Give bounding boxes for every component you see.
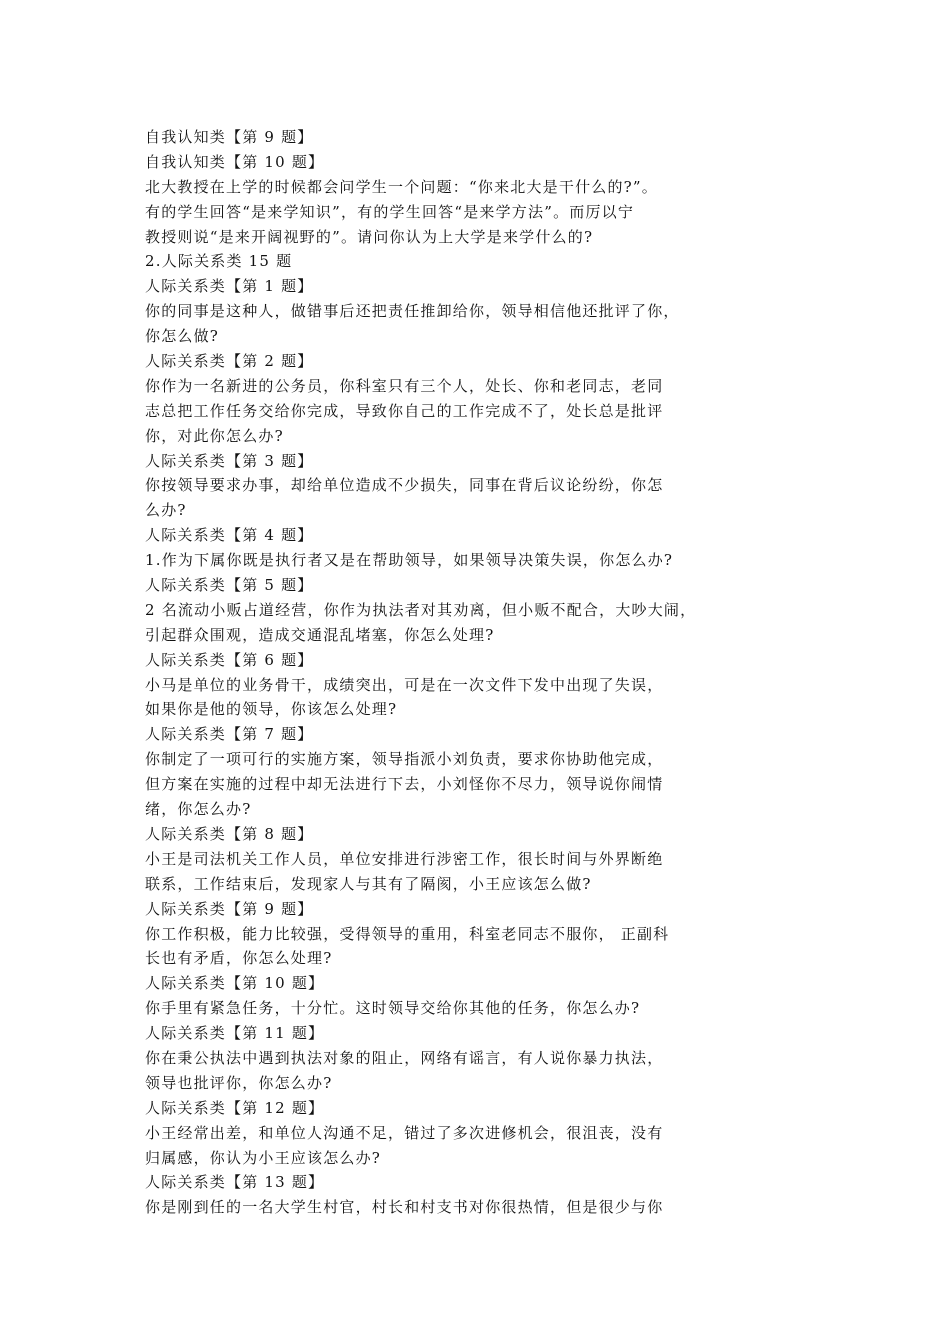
section-heading: 2.人际关系类 15 题 <box>145 252 293 271</box>
text-line: 1.作为下属你既是执行者又是在帮助领导，如果领导决策失误，你怎么办? <box>145 551 674 570</box>
text-line: 人际关系类【第 9 题】 <box>145 899 314 918</box>
text-line: 小王经常出差，和单位人沟通不足，错过了多次进修机会，很沮丧，没有 <box>145 1123 664 1142</box>
text-line: 自我认知类【第 10 题】 <box>145 152 325 171</box>
text-line: 你的同事是这种人，做错事后还把责任推卸给你，领导相信他还批评了你， <box>145 302 680 321</box>
text-line: 你手里有紧急任务，十分忙。这时领导交给你其他的任务，你怎么办? <box>145 999 641 1018</box>
text-line: 引起群众围观，造成交通混乱堵塞，你怎么处理? <box>145 625 495 644</box>
text-line: 人际关系类【第 10 题】 <box>145 974 325 993</box>
text-line: 人际关系类【第 2 题】 <box>145 352 314 371</box>
text-line: 么办? <box>145 501 187 520</box>
text-line: 但方案在实施的过程中却无法进行下去，小刘怪你不尽力，领导说你闹情 <box>145 775 664 794</box>
text-line: 人际关系类【第 3 题】 <box>145 451 314 470</box>
text-line: 人际关系类【第 7 题】 <box>145 725 314 744</box>
text-line: 人际关系类【第 1 题】 <box>145 277 314 296</box>
text-line: 人际关系类【第 13 题】 <box>145 1173 325 1192</box>
document-body <box>145 125 785 1220</box>
text-line: 自我认知类【第 9 题】 <box>145 128 314 146</box>
text-line: 人际关系类【第 8 题】 <box>145 824 314 843</box>
text-line: 有的学生回答“是来学知识”，有的学生回答“是来学方法”。而厉以宁 <box>145 202 635 221</box>
text-line: 你是刚到任的一名大学生村官，村长和村支书对你很热情，但是很少与你 <box>145 1198 664 1217</box>
text-line: 北大教授在上学的时候都会问学生一个问题：“你来北大是干什么的?”。 <box>145 177 658 196</box>
text-line: 你怎么做? <box>145 327 220 346</box>
text-line: 如果你是他的领导，你该怎么处理? <box>145 700 398 719</box>
text-line: 人际关系类【第 4 题】 <box>145 526 314 545</box>
text-line: 归属感，你认为小王应该怎么办? <box>145 1148 382 1167</box>
text-line: 绪，你怎么办? <box>145 800 252 819</box>
text-line: 人际关系类【第 5 题】 <box>145 576 314 595</box>
text-line: 联系，工作结束后，发现家人与其有了隔阂，小王应该怎么做? <box>145 874 592 893</box>
text-line: 领导也批评你，你怎么办? <box>145 1073 333 1092</box>
text-line: 人际关系类【第 11 题】 <box>145 1024 325 1043</box>
text-line: 长也有矛盾，你怎么处理? <box>145 949 333 968</box>
text-line: 2 名流动小贩占道经营，你作为执法者对其劝离，但小贩不配合，大吵大闹， <box>145 600 697 619</box>
text-line: 志总把工作任务交给你完成，导致你自己的工作完成不了，处长总是批评 <box>145 401 664 420</box>
text-line: 你制定了一项可行的实施方案，领导指派小刘负责，要求你协助他完成， <box>145 750 664 769</box>
text-line: 人际关系类【第 12 题】 <box>145 1098 325 1117</box>
text-line: 你工作积极，能力比较强，受得领导的重用，科室老同志不服你， 正副科 <box>145 924 670 943</box>
text-line: 小王是司法机关工作人员，单位安排进行涉密工作，很长时间与外界断绝 <box>145 849 664 868</box>
text-line: 人际关系类【第 6 题】 <box>145 650 314 669</box>
text-line: 小马是单位的业务骨干，成绩突出，可是在一次文件下发中出现了失误， <box>145 675 664 694</box>
text-line: 你，对此你怎么办? <box>145 426 284 445</box>
text-line: 你按领导要求办事，却给单位造成不少损失，同事在背后议论纷纷，你怎 <box>145 476 664 495</box>
text-line: 你在秉公执法中遇到执法对象的阻止，网络有谣言，有人说你暴力执法， <box>145 1048 664 1067</box>
text-line: 教授则说“是来开阔视野的”。请问你认为上大学是来学什么的? <box>145 227 594 246</box>
text-line: 你作为一名新进的公务员，你科室只有三个人，处长、你和老同志，老同 <box>145 376 664 395</box>
